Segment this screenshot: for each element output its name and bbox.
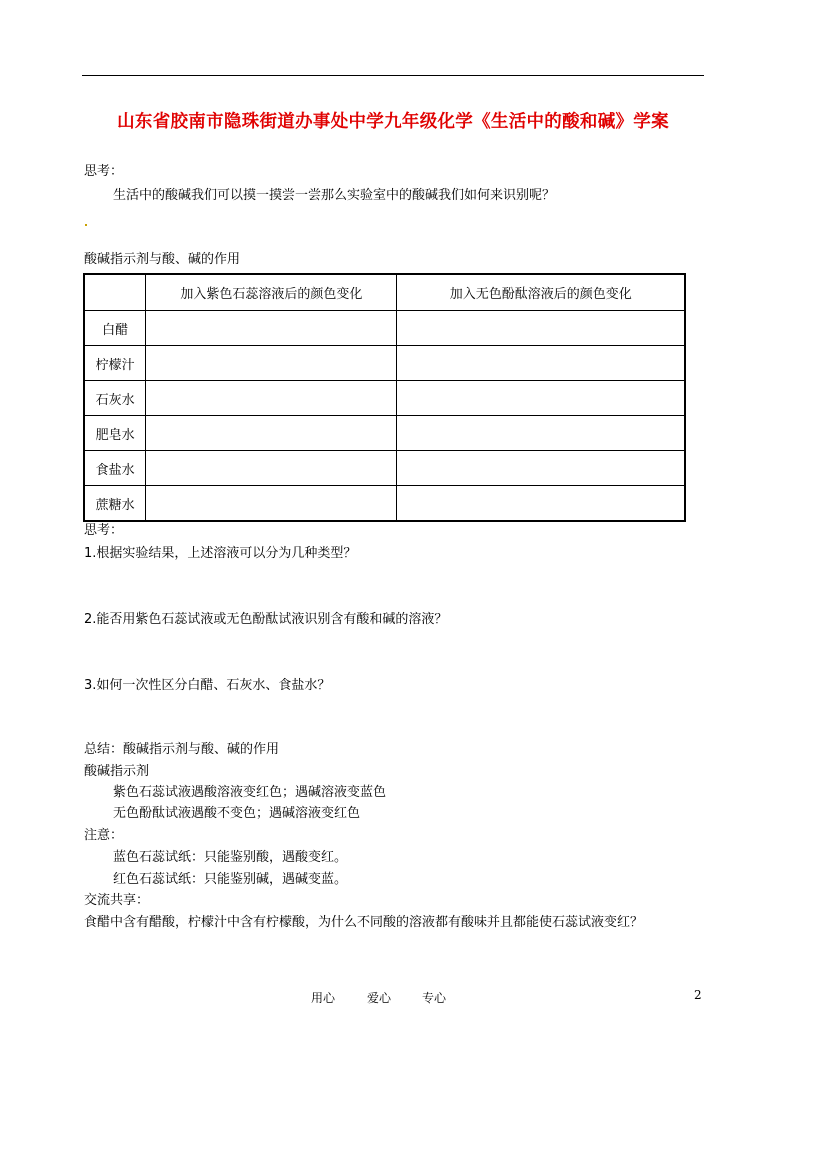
row-label: 食盐水 — [84, 451, 146, 486]
think-label-2: 思考： — [84, 523, 124, 538]
table-row — [84, 416, 685, 451]
row-label: 白醋 — [84, 311, 146, 346]
think-question: 生活中的酸碱我们可以摸一摸尝一尝那么实验室中的酸碱我们如何来识别呢？ — [113, 188, 556, 203]
indicator-table — [83, 273, 686, 522]
empty-cell — [146, 416, 397, 451]
row-label: 柠檬汁 — [84, 346, 146, 381]
table-row — [84, 486, 685, 522]
empty-cell — [146, 381, 397, 416]
question-3: 3.如何一次性区分白醋、石灰水、食盐水？ — [84, 678, 331, 693]
summary-line-2: 无色酚酞试液遇酸不变色；遇碱溶液变红色 — [113, 806, 361, 821]
table-header-cell — [84, 274, 146, 311]
share-question: 食醋中含有醋酸，柠檬汁中含有柠檬酸，为什么不同酸的溶液都有酸味并且都能使石蕊试液变红？ — [84, 915, 644, 930]
page-number: 2 — [694, 988, 702, 1002]
empty-cell — [397, 346, 685, 381]
table-row — [84, 381, 685, 416]
table-caption: 酸碱指示剂与酸、碱的作用 — [84, 252, 241, 267]
stray-mark — [85, 224, 87, 226]
table-header-row — [84, 274, 685, 311]
table-header-cell: 加入无色酚酞溶液后的颜色变化 — [397, 274, 685, 311]
footer-item: 用心 — [311, 991, 336, 1005]
table-row — [84, 451, 685, 486]
document-title: 山东省胶南市隐珠街道办事处中学九年级化学《生活中的酸和碱》学案 — [117, 112, 669, 132]
empty-cell — [397, 451, 685, 486]
summary-line-1: 紫色石蕊试液遇酸溶液变红色；遇碱溶液变蓝色 — [113, 785, 387, 800]
row-label: 肥皂水 — [84, 416, 146, 451]
empty-cell — [146, 311, 397, 346]
empty-cell — [397, 486, 685, 522]
empty-cell — [397, 311, 685, 346]
table-row — [84, 311, 685, 346]
empty-cell — [397, 416, 685, 451]
table-header-cell: 加入紫色石蕊溶液后的颜色变化 — [146, 274, 397, 311]
share-label: 交流共享： — [84, 893, 150, 908]
note-line-1: 蓝色石蕊试纸：只能鉴别酸，遇酸变红。 — [113, 850, 348, 865]
question-2: 2.能否用紫色石蕊试液或无色酚酞试液识别含有酸和碱的溶液？ — [84, 612, 448, 627]
note-line-2: 红色石蕊试纸：只能鉴别碱，遇碱变蓝。 — [113, 872, 348, 887]
empty-cell — [397, 381, 685, 416]
footer-item: 专心 — [422, 991, 447, 1005]
empty-cell — [146, 451, 397, 486]
empty-cell — [146, 346, 397, 381]
empty-cell — [146, 486, 397, 522]
summary-subtitle: 酸碱指示剂 — [84, 764, 150, 779]
row-label: 蔗糖水 — [84, 486, 146, 522]
note-label: 注意： — [84, 828, 124, 843]
row-label: 石灰水 — [84, 381, 146, 416]
summary-title: 总结：酸碱指示剂与酸、碱的作用 — [84, 742, 280, 757]
table-row — [84, 346, 685, 381]
footer-item: 爱心 — [367, 991, 392, 1005]
think-label: 思考： — [84, 164, 124, 179]
question-1: 1.根据实验结果，上述溶液可以分为几种类型？ — [84, 546, 357, 561]
header-rule — [82, 75, 704, 76]
